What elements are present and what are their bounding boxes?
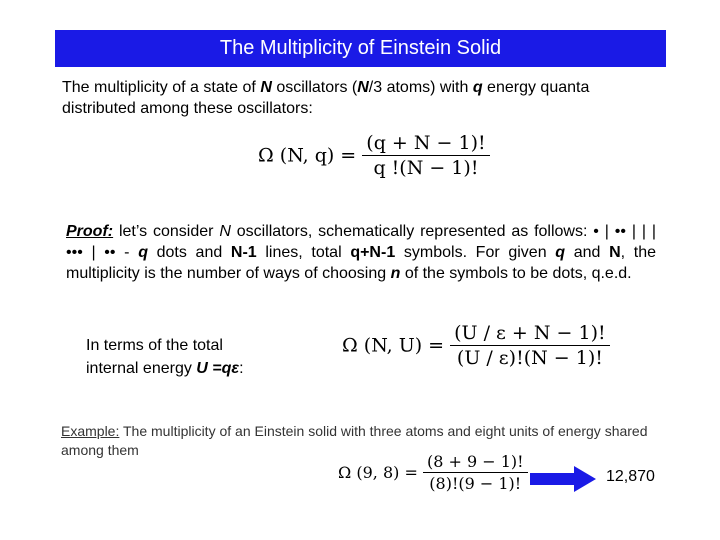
intro-text-3: /3 atoms) with (368, 79, 473, 96)
eq1-fraction (362, 132, 489, 179)
eq3-denominator: (8)!(9 − 1)! (429, 474, 522, 493)
proof-label: Proof: (66, 223, 114, 240)
equation-energy (342, 322, 610, 369)
proof-paragraph (66, 221, 656, 284)
proof-text-3: - (115, 244, 139, 261)
intro-paragraph (62, 77, 662, 119)
example-text: The multiplicity of an Einstein solid with three atoms and eight units of energy shared among them (61, 423, 648, 458)
eq1-numerator: (q + N − 1)! (362, 132, 489, 156)
right-arrow-icon (530, 466, 596, 492)
equation-multiplicity (258, 132, 490, 179)
proof-text-8: , the multiplicity is the number of ways of choosing (66, 244, 657, 282)
title-bar (55, 30, 666, 67)
intro-q: q (472, 79, 483, 96)
eq3-lhs: Ω (9, 8) = (338, 463, 418, 482)
intro-text-1: The multiplicity of a state of (62, 79, 261, 96)
result-value: 12,870 (606, 468, 655, 485)
proof-text-2: oscillators, schematically represented as follows: (230, 223, 594, 240)
proof-q-plus-N-minus-1: q+N-1 (350, 244, 396, 261)
equation-example (338, 452, 528, 493)
eq1-lhs: Ω (N, q) = (258, 144, 357, 167)
eq2-lhs: Ω (N, U) = (342, 334, 445, 357)
eq2-numerator: (U / ε + N − 1)! (450, 322, 610, 346)
oscillator-symbols: • | •• | | | ••• | •• (66, 223, 657, 261)
proof-q-2: q (555, 244, 566, 261)
intro-text-2: oscillators ( (271, 79, 358, 96)
proof-N-minus-1: N-1 (230, 244, 257, 261)
eq1-denominator: q !(N − 1)! (373, 157, 479, 179)
intro-N: N (260, 79, 272, 96)
energy-U: U =qε (196, 360, 240, 377)
energy-paragraph (86, 334, 286, 380)
energy-colon: : (239, 360, 244, 377)
example-label: Example: (61, 423, 120, 439)
energy-line-2 (86, 357, 286, 380)
eq3-fraction (423, 452, 528, 493)
eq3-numerator: (8 + 9 − 1)! (423, 452, 528, 473)
proof-text-1: let’s consider (113, 223, 220, 240)
proof-n: n (390, 265, 401, 282)
proof-text-6: symbols. For given (395, 244, 556, 261)
slide-title: The Multiplicity of Einstein Solid (219, 37, 502, 59)
proof-text-7: and (565, 244, 610, 261)
energy-text: internal energy (86, 360, 197, 377)
proof-text-5: lines, total (256, 244, 351, 261)
proof-text-9: of the symbols to be dots, q.e.d. (400, 265, 632, 282)
proof-N: N (219, 223, 231, 240)
proof-text-4: dots and (147, 244, 231, 261)
eq2-denominator: (U / ε)!(N − 1)! (456, 347, 603, 369)
proof-N-2: N (609, 244, 621, 261)
energy-line-1: In terms of the total (86, 337, 223, 354)
proof-q: q (138, 244, 148, 261)
intro-text-4: energy quanta distributed among these oscillators: (62, 79, 590, 117)
eq2-fraction (450, 322, 610, 369)
intro-N-atoms: N (357, 79, 369, 96)
